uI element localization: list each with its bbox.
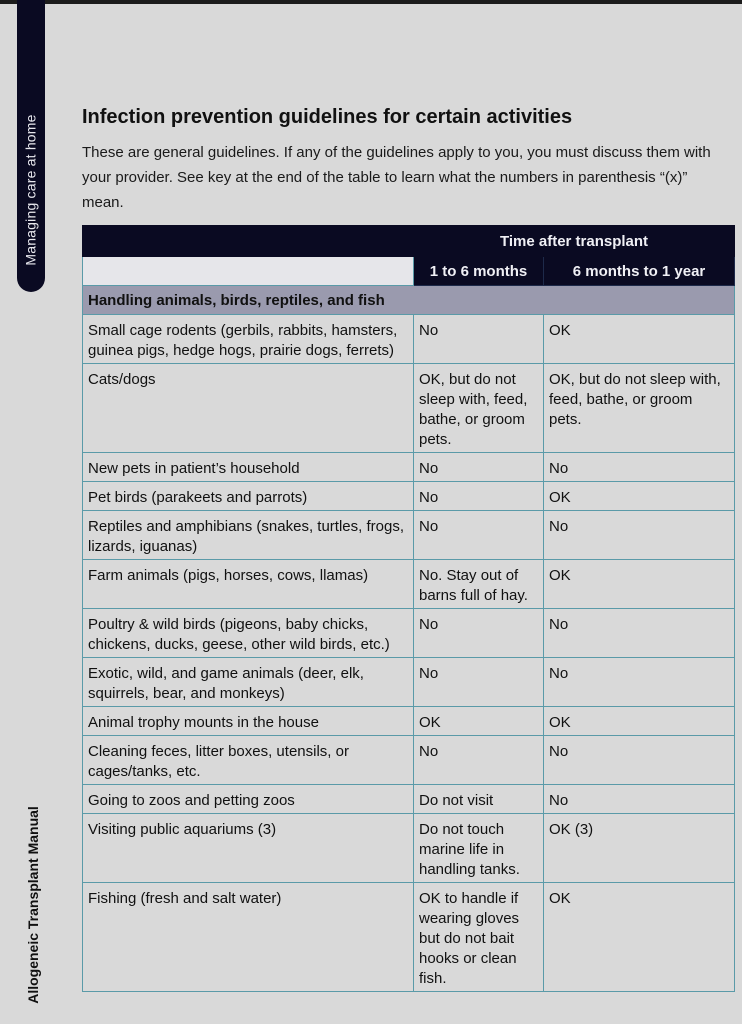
header-empty (83, 226, 414, 257)
header-time-after-transplant: Time after transplant (414, 226, 735, 257)
table-row (83, 883, 735, 992)
activity-cell: Poultry & wild birds (pigeons, baby chicks, chickens, ducks, geese, other wild birds, etc.) (83, 609, 414, 658)
header-6-months-to-1-year: 6 months to 1 year (544, 257, 735, 286)
header-row-columns (83, 257, 735, 286)
activity-cell: Going to zoos and petting zoos (83, 785, 414, 814)
activity-cell: Visiting public aquariums (3) (83, 814, 414, 883)
cell-1-to-6-months: No. Stay out of barns full of hay. (414, 560, 544, 609)
table-row (83, 785, 735, 814)
cell-6-months-to-1-year: OK (544, 482, 735, 511)
table-row (83, 736, 735, 785)
header-row-group (83, 226, 735, 257)
activity-cell: Small cage rodents (gerbils, rabbits, hamsters, guinea pigs, hedge hogs, prairie dogs, ferrets) (83, 315, 414, 364)
section-tab-label: Managing care at home (23, 114, 40, 266)
cell-6-months-to-1-year: No (544, 785, 735, 814)
cell-6-months-to-1-year: No (544, 658, 735, 707)
cell-6-months-to-1-year: OK (544, 707, 735, 736)
table-row (83, 482, 735, 511)
table-row (83, 560, 735, 609)
guidelines-table (82, 225, 735, 992)
table-row (83, 315, 735, 364)
activity-cell: Cats/dogs (83, 364, 414, 453)
table-row (83, 609, 735, 658)
cell-1-to-6-months: OK (414, 707, 544, 736)
table-row (83, 658, 735, 707)
cell-1-to-6-months: Do not touch marine life in handling tanks. (414, 814, 544, 883)
header-1-to-6-months: 1 to 6 months (414, 257, 544, 286)
activity-cell: Animal trophy mounts in the house (83, 707, 414, 736)
cell-1-to-6-months: OK to handle if wearing gloves but do not bait hooks or clean fish. (414, 883, 544, 992)
header-activity (83, 257, 414, 286)
page-title: Infection prevention guidelines for certain activities (82, 106, 573, 128)
table-row (83, 707, 735, 736)
section-row (83, 286, 735, 315)
manual-name: Allogeneic Transplant Manual (25, 806, 41, 1004)
manual-name-wrap (20, 790, 46, 1020)
activity-cell: Cleaning feces, litter boxes, utensils, or cages/tanks, etc. (83, 736, 414, 785)
cell-6-months-to-1-year: OK (544, 315, 735, 364)
cell-1-to-6-months: No (414, 658, 544, 707)
section-tab-label-wrap (17, 100, 45, 280)
cell-1-to-6-months: No (414, 609, 544, 658)
cell-1-to-6-months: OK, but do not sleep with, feed, bathe, or groom pets. (414, 364, 544, 453)
table-row (83, 453, 735, 482)
cell-6-months-to-1-year: No (544, 453, 735, 482)
table-row (83, 814, 735, 883)
cell-1-to-6-months: No (414, 482, 544, 511)
cell-6-months-to-1-year: No (544, 511, 735, 560)
activity-cell: New pets in patient’s household (83, 453, 414, 482)
cell-1-to-6-months: No (414, 315, 544, 364)
cell-6-months-to-1-year: OK (544, 883, 735, 992)
top-edge-bar (0, 0, 742, 4)
cell-1-to-6-months: No (414, 736, 544, 785)
cell-6-months-to-1-year: OK (3) (544, 814, 735, 883)
activity-cell: Reptiles and amphibians (snakes, turtles, frogs, lizards, iguanas) (83, 511, 414, 560)
intro-text: These are general guidelines. If any of the guidelines apply to you, you must discuss them with your provider. See key at the end of the table to learn what the numbers in parenthesis “(x)” mean. (82, 144, 711, 211)
cell-6-months-to-1-year: No (544, 736, 735, 785)
section-title: Handling animals, birds, reptiles, and fish (83, 286, 735, 315)
activity-cell: Pet birds (parakeets and parrots) (83, 482, 414, 511)
cell-6-months-to-1-year: OK (544, 560, 735, 609)
cell-1-to-6-months: No (414, 511, 544, 560)
table-row (83, 511, 735, 560)
cell-6-months-to-1-year: No (544, 609, 735, 658)
activity-cell: Farm animals (pigs, horses, cows, llamas) (83, 560, 414, 609)
activity-cell: Fishing (fresh and salt water) (83, 883, 414, 992)
activity-cell: Exotic, wild, and game animals (deer, elk, squirrels, bear, and monkeys) (83, 658, 414, 707)
cell-1-to-6-months: Do not visit (414, 785, 544, 814)
table-row (83, 364, 735, 453)
cell-1-to-6-months: No (414, 453, 544, 482)
cell-6-months-to-1-year: OK, but do not sleep with, feed, bathe, or groom pets. (544, 364, 735, 453)
